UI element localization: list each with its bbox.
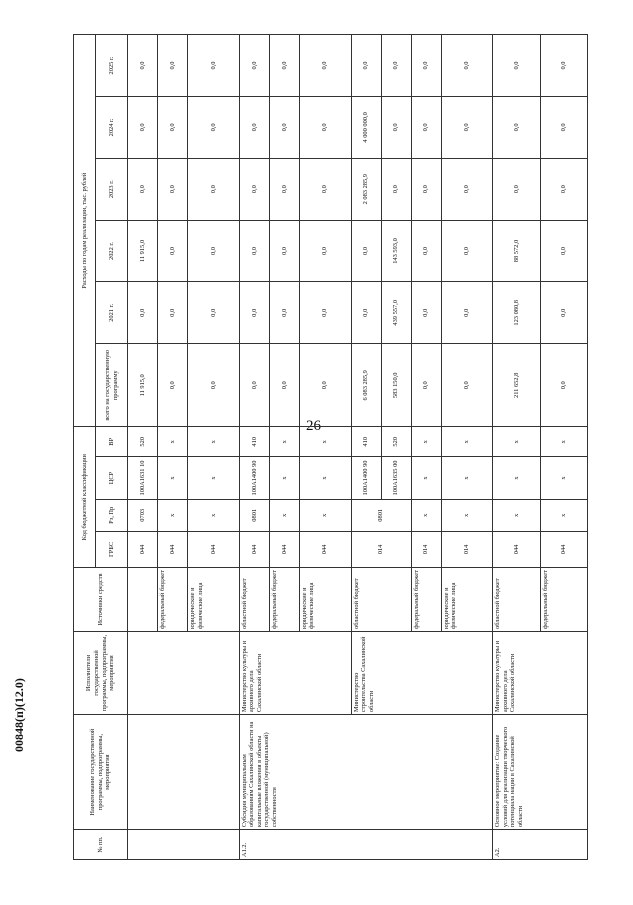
cell-source: юридические и физические лица bbox=[188, 568, 240, 632]
cell-2023: 0,0 bbox=[411, 158, 441, 220]
cell-2021: 123 080,8 bbox=[493, 282, 540, 344]
cell-vr: 520 bbox=[128, 427, 158, 457]
cell-rzpr: х bbox=[411, 499, 441, 531]
cell-source bbox=[128, 568, 158, 632]
cell-rzpr: 0801 bbox=[239, 499, 269, 531]
cell-2023: 0,0 bbox=[381, 158, 411, 220]
table-row bbox=[493, 35, 540, 860]
cell-total: 0,0 bbox=[411, 344, 441, 427]
table-row bbox=[239, 35, 269, 860]
header-rzpr: Рз, Пр bbox=[96, 499, 128, 531]
cell-2021: 0,0 bbox=[128, 282, 158, 344]
cell-2024: 0,0 bbox=[158, 96, 188, 158]
cell-source: федеральный бюджет bbox=[158, 568, 188, 632]
cell-2025: 0,0 bbox=[381, 35, 411, 97]
page-number: 26 bbox=[306, 418, 321, 434]
cell-2024: 0,0 bbox=[269, 96, 299, 158]
cell-2025: 0,0 bbox=[158, 35, 188, 97]
cell-vr: 410 bbox=[351, 427, 381, 457]
cell-rzpr: 0703 bbox=[128, 499, 158, 531]
cell-vr: х bbox=[411, 427, 441, 457]
cell-grbs: 014 bbox=[411, 531, 441, 567]
cell-2023: 0,0 bbox=[299, 158, 351, 220]
cell-2025: 0,0 bbox=[188, 35, 240, 97]
cell-2023: 0,0 bbox=[540, 158, 587, 220]
header-name: Наименование государственной программы, подпрограммы, мероприятия bbox=[74, 715, 128, 830]
cell-csr: 100А1400 90 bbox=[351, 457, 381, 500]
cell-vr: х bbox=[299, 427, 351, 457]
cell-2021: 0,0 bbox=[269, 282, 299, 344]
cell-2022: 0,0 bbox=[411, 220, 441, 282]
cell-2023: 2 083 285,9 bbox=[351, 158, 381, 220]
cell-rzpr: х bbox=[493, 499, 540, 531]
cell-2021: 0,0 bbox=[158, 282, 188, 344]
cell-source: федеральный бюджет bbox=[269, 568, 299, 632]
cell-2023: 0,0 bbox=[188, 158, 240, 220]
cell-2024: 0,0 bbox=[381, 96, 411, 158]
cell-num: А1.2. bbox=[239, 830, 493, 860]
cell-2025: 0,0 bbox=[540, 35, 587, 97]
cell-2022: 0,0 bbox=[351, 220, 381, 282]
cell-2022: 0,0 bbox=[158, 220, 188, 282]
cell-2024: 0,0 bbox=[411, 96, 441, 158]
cell-name bbox=[128, 715, 240, 830]
cell-2024: 0,0 bbox=[441, 96, 493, 158]
cell-source: областной бюджет bbox=[239, 568, 269, 632]
cell-grbs: 014 bbox=[351, 531, 411, 567]
header-vr: ВР bbox=[96, 427, 128, 457]
cell-2023: 0,0 bbox=[239, 158, 269, 220]
cell-csr: 100А1631 10 bbox=[128, 457, 158, 500]
cell-csr: х bbox=[540, 457, 587, 500]
cell-grbs: 044 bbox=[493, 531, 540, 567]
cell-csr: 100А1400 90 bbox=[239, 457, 269, 500]
cell-total: 0,0 bbox=[441, 344, 493, 427]
cell-csr: х bbox=[441, 457, 493, 500]
cell-executor: Министерство строительства Сахалинской области bbox=[351, 631, 493, 714]
cell-rzpr: х bbox=[441, 499, 493, 531]
cell-vr: х bbox=[158, 427, 188, 457]
cell-grbs: 044 bbox=[158, 531, 188, 567]
budget-table-container bbox=[73, 34, 588, 860]
header-expenses: Расходы по годам реализации, тыс. рублей bbox=[74, 35, 96, 427]
cell-2021: 0,0 bbox=[411, 282, 441, 344]
cell-2022: 0,0 bbox=[188, 220, 240, 282]
cell-grbs: 044 bbox=[269, 531, 299, 567]
cell-total: 0,0 bbox=[239, 344, 269, 427]
cell-2022: 88 572,0 bbox=[493, 220, 540, 282]
header-executor: Исполнители государственной программы, подпрограммы, мероприятия bbox=[74, 631, 128, 714]
cell-executor: Министерство культуры и архивного дела Сахалинской области bbox=[493, 631, 588, 714]
cell-total: 0,0 bbox=[158, 344, 188, 427]
header-year-2021: 2021 г. bbox=[96, 282, 128, 344]
cell-total: 0,0 bbox=[269, 344, 299, 427]
header-year-2025: 2025 г. bbox=[96, 35, 128, 97]
cell-2025: 0,0 bbox=[493, 35, 540, 97]
cell-total: 211 652,8 bbox=[493, 344, 540, 427]
cell-grbs: 044 bbox=[540, 531, 587, 567]
cell-source: юридические и физические лица bbox=[299, 568, 351, 632]
cell-source: областной бюджет bbox=[351, 568, 411, 632]
cell-rzpr: 0801 bbox=[351, 499, 411, 531]
cell-vr: 410 bbox=[239, 427, 269, 457]
cell-total: 6 083 285,9 bbox=[351, 344, 381, 427]
cell-csr: х bbox=[188, 457, 240, 500]
cell-csr: х bbox=[493, 457, 540, 500]
cell-rzpr: х bbox=[299, 499, 351, 531]
cell-vr: х bbox=[188, 427, 240, 457]
cell-2025: 0,0 bbox=[269, 35, 299, 97]
cell-2023: 0,0 bbox=[269, 158, 299, 220]
cell-2021: 0,0 bbox=[299, 282, 351, 344]
cell-grbs: 044 bbox=[239, 531, 269, 567]
cell-name: Основное мероприятие: Создание условий для реализации творческого потенциала нации в Сахалинской области bbox=[493, 715, 588, 830]
cell-name: Субсидия муниципальным образованиям Сахалинской области на капитальные вложения в объекты государственной (муниципальной) собственности bbox=[239, 715, 493, 830]
table-row bbox=[128, 35, 158, 860]
cell-2025: 0,0 bbox=[299, 35, 351, 97]
header-num: № пп. bbox=[74, 830, 128, 860]
cell-vr: х bbox=[493, 427, 540, 457]
cell-executor: Министерство культуры и архивного дела Сахалинской области bbox=[239, 631, 351, 714]
cell-2022: 143 593,0 bbox=[381, 220, 411, 282]
cell-2023: 0,0 bbox=[158, 158, 188, 220]
cell-csr: х bbox=[299, 457, 351, 500]
cell-total: 0,0 bbox=[299, 344, 351, 427]
cell-num: А2. bbox=[493, 830, 588, 860]
cell-total: 0,0 bbox=[188, 344, 240, 427]
cell-2021: 0,0 bbox=[441, 282, 493, 344]
cell-2025: 0,0 bbox=[441, 35, 493, 97]
cell-csr: х bbox=[411, 457, 441, 500]
cell-grbs: 014 bbox=[441, 531, 493, 567]
cell-2021: 0,0 bbox=[540, 282, 587, 344]
header-year-2024: 2024 г. bbox=[96, 96, 128, 158]
cell-2024: 0,0 bbox=[188, 96, 240, 158]
budget-table bbox=[73, 34, 588, 860]
cell-2022: 11 915,0 bbox=[128, 220, 158, 282]
cell-2024: 4 000 000,0 bbox=[351, 96, 381, 158]
header-year-2022: 2022 г. bbox=[96, 220, 128, 282]
cell-2024: 0,0 bbox=[239, 96, 269, 158]
cell-source: федеральный бюджет bbox=[540, 568, 587, 632]
cell-total: 0,0 bbox=[540, 344, 587, 427]
cell-rzpr: х bbox=[269, 499, 299, 531]
cell-2024: 0,0 bbox=[493, 96, 540, 158]
cell-source: областной бюджет bbox=[493, 568, 540, 632]
cell-2021: 439 557,0 bbox=[381, 282, 411, 344]
cell-grbs: 044 bbox=[188, 531, 240, 567]
cell-rzpr: х bbox=[188, 499, 240, 531]
header-csr: ЦСР bbox=[96, 457, 128, 500]
cell-2023: 0,0 bbox=[493, 158, 540, 220]
cell-csr: х bbox=[158, 457, 188, 500]
cell-2022: 0,0 bbox=[441, 220, 493, 282]
cell-2025: 0,0 bbox=[411, 35, 441, 97]
cell-2025: 0,0 bbox=[351, 35, 381, 97]
cell-2021: 0,0 bbox=[239, 282, 269, 344]
cell-num bbox=[128, 830, 240, 860]
cell-2023: 0,0 bbox=[128, 158, 158, 220]
cell-vr: х bbox=[540, 427, 587, 457]
cell-2022: 0,0 bbox=[540, 220, 587, 282]
cell-grbs: 044 bbox=[128, 531, 158, 567]
cell-csr: х bbox=[269, 457, 299, 500]
cell-2024: 0,0 bbox=[540, 96, 587, 158]
header-grbs: ГРБС bbox=[96, 531, 128, 567]
cell-rzpr: х bbox=[158, 499, 188, 531]
cell-total: 583 150,0 bbox=[381, 344, 411, 427]
cell-2022: 0,0 bbox=[269, 220, 299, 282]
cell-csr: 100А1635 00 bbox=[381, 457, 411, 500]
cell-2022: 0,0 bbox=[299, 220, 351, 282]
cell-2022: 0,0 bbox=[239, 220, 269, 282]
header-source: Источники средств bbox=[74, 568, 128, 632]
cell-source: федеральный бюджет bbox=[411, 568, 441, 632]
cell-2025: 0,0 bbox=[239, 35, 269, 97]
header-total: всего на государственную программу bbox=[96, 344, 128, 427]
cell-vr: х bbox=[441, 427, 493, 457]
cell-executor bbox=[128, 631, 240, 714]
header-year-2023: 2023 г. bbox=[96, 158, 128, 220]
cell-2021: 0,0 bbox=[351, 282, 381, 344]
cell-vr: х bbox=[269, 427, 299, 457]
cell-rzpr: х bbox=[540, 499, 587, 531]
cell-grbs: 044 bbox=[299, 531, 351, 567]
header-budget-class: Код бюджетной классификации bbox=[74, 427, 96, 568]
cell-2021: 0,0 bbox=[188, 282, 240, 344]
cell-source: юридические и физические лица bbox=[441, 568, 493, 632]
cell-2024: 0,0 bbox=[128, 96, 158, 158]
document-code: 00848(п)(12.0) bbox=[12, 678, 26, 752]
cell-2025: 0,0 bbox=[128, 35, 158, 97]
cell-total: 11 915,0 bbox=[128, 344, 158, 427]
cell-vr: 520 bbox=[381, 427, 411, 457]
cell-2023: 0,0 bbox=[441, 158, 493, 220]
cell-2024: 0,0 bbox=[299, 96, 351, 158]
